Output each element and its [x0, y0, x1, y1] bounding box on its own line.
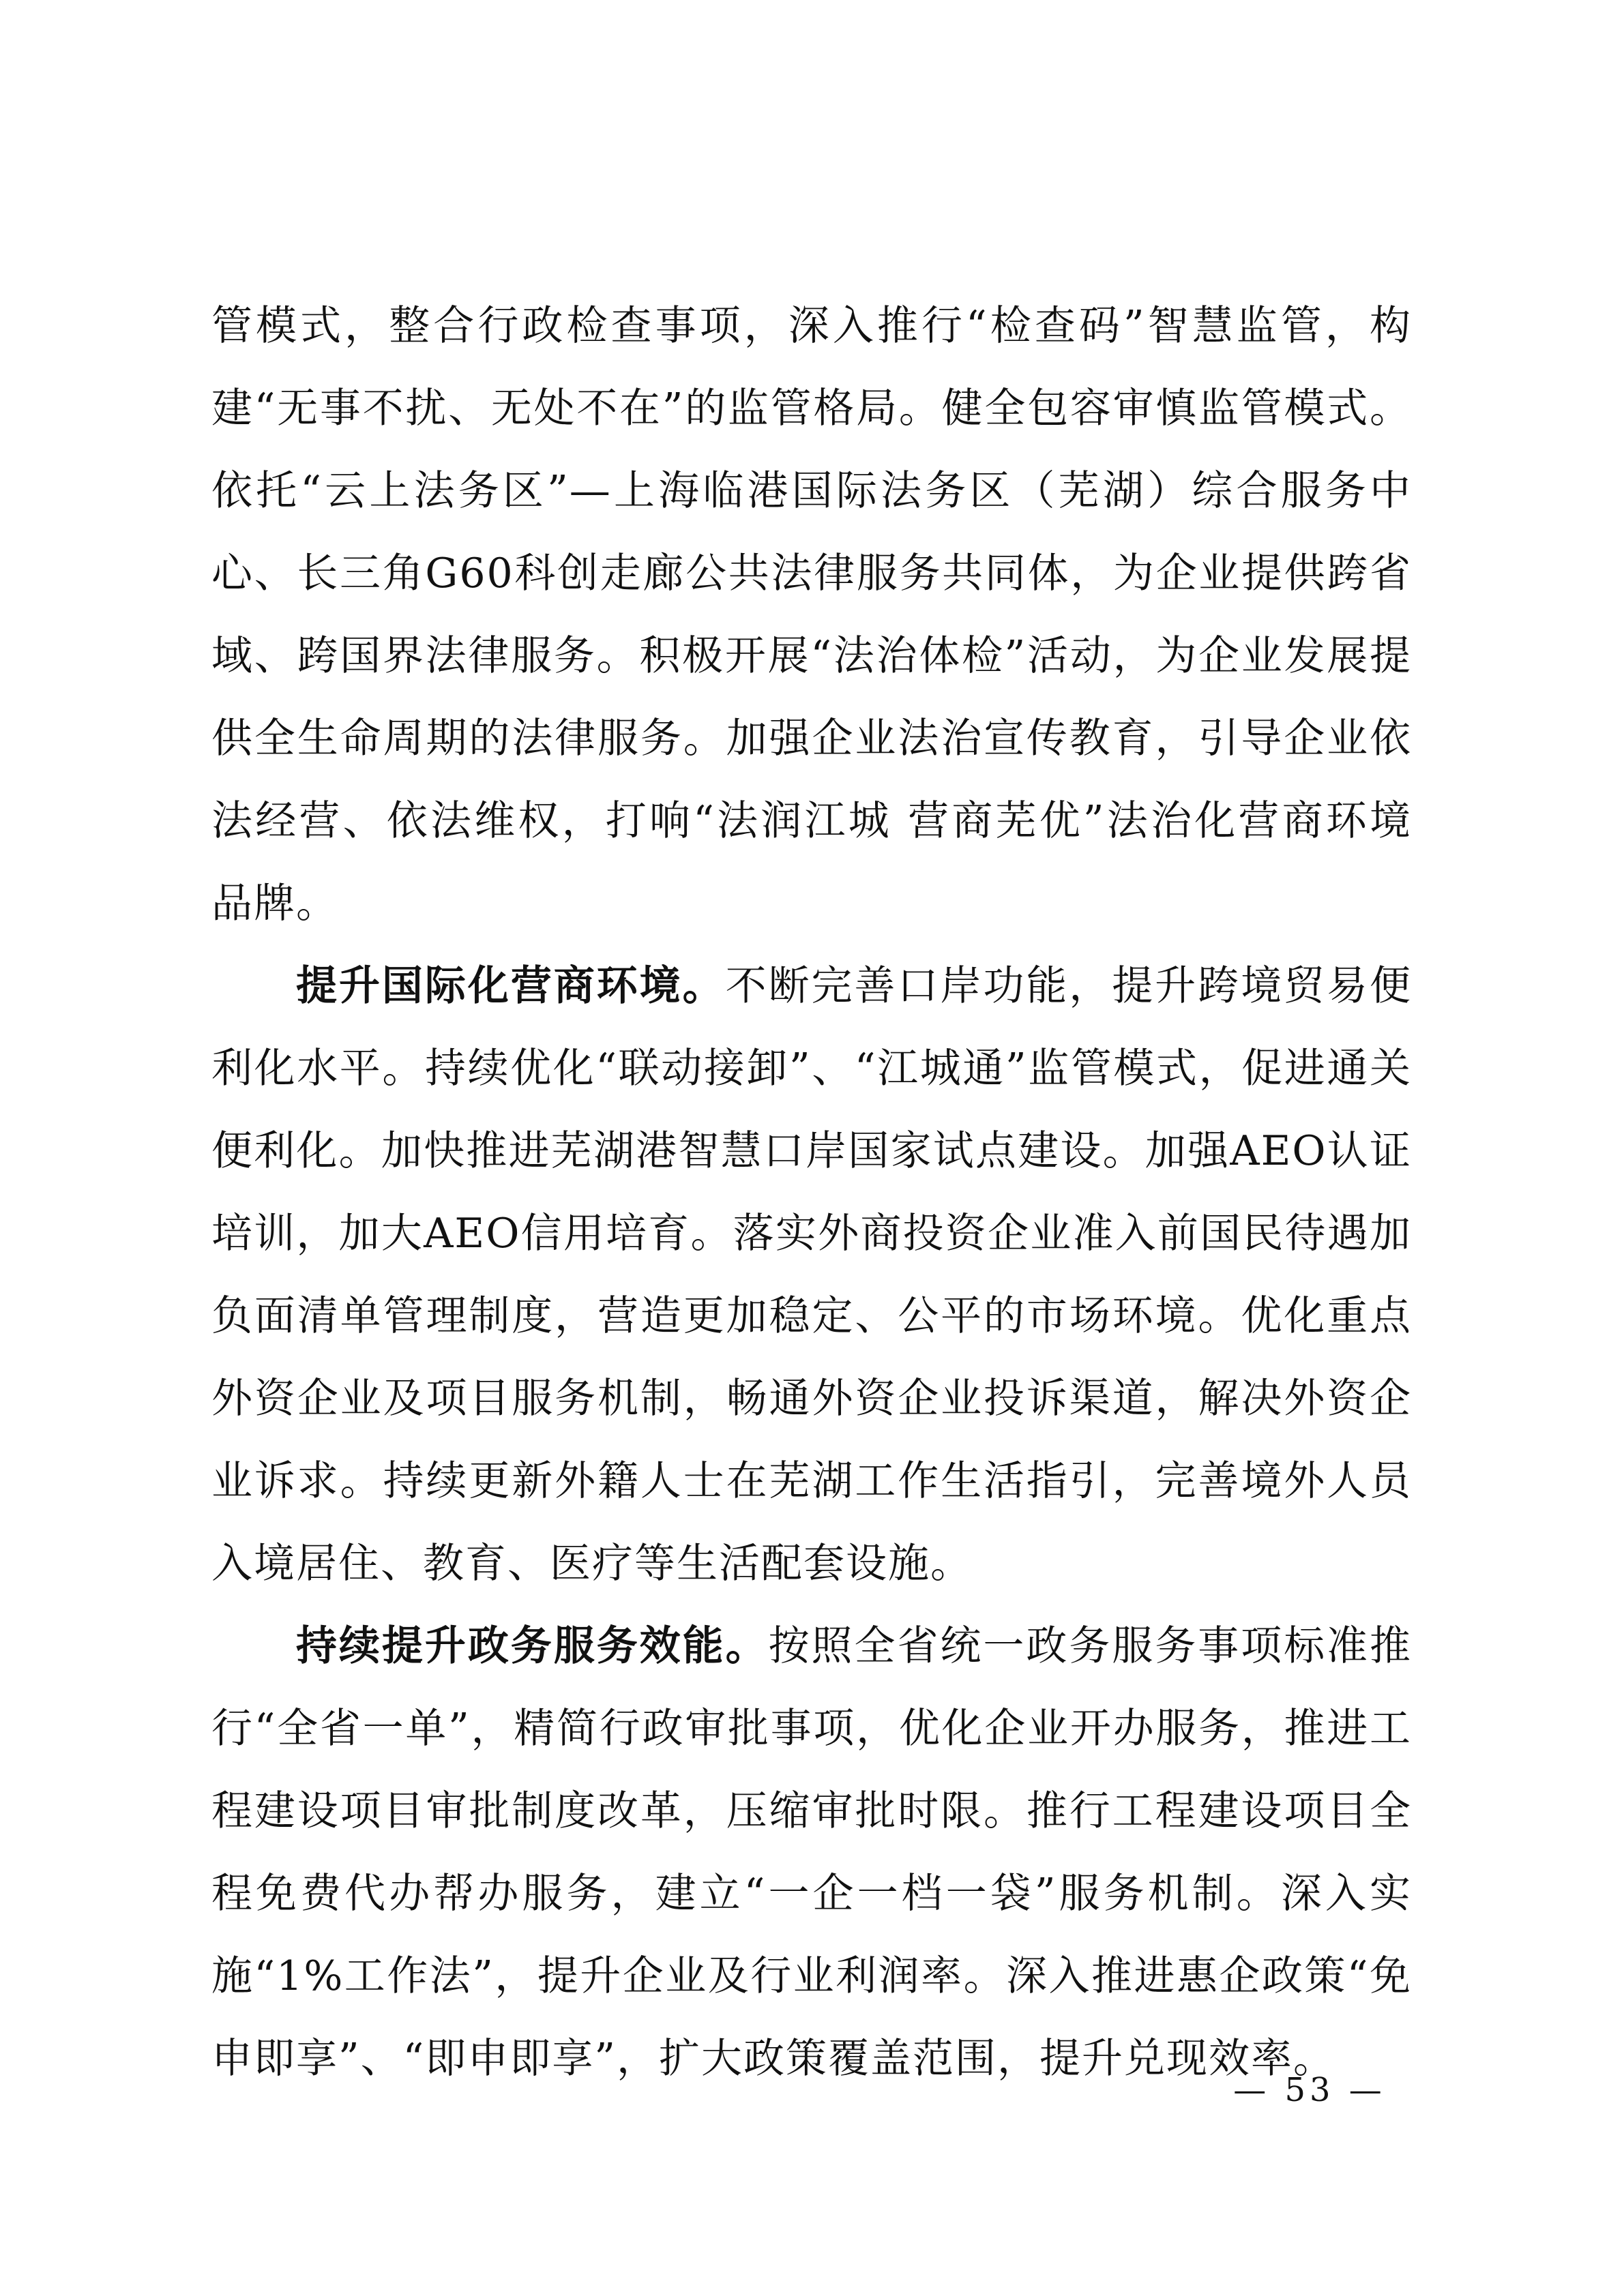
- document-body: [211, 285, 1412, 2100]
- paragraph-text: 不断完善口岸功能，提升跨境贸易便利化水平。持续优化“联动接卸”、“江城通”监管模式，促进通关便利化。加快推进芜湖港智慧口岸国家试点建设。加强AEO认证培训，加大AEO信用培育。落实外商投资企业准入前国民待遇加负面清单管理制度，营造更加稳定、公平的市场环境。优化重点外资企业及项目服务机制，畅通外资企业投诉渠道，解决外资企业诉求。持续更新外籍人士在芜湖工作生活指引，完善境外人员入境居住、教育、医疗等生活配套设施。: [211, 962, 1413, 1587]
- paragraph-government-service-efficiency: [211, 1605, 1412, 2100]
- paragraph-lead-heading: 提升国际化营商环境。: [296, 962, 726, 1010]
- paragraph-international-business-environment: [211, 945, 1412, 1605]
- paragraph-text: 按照全省统一政务服务事项标准推行“全省一单”，精简行政审批事项，优化企业开办服务，推进工程建设项目审批制度改革，压缩审批时限。推行工程建设项目全程免费代办帮办服务，建立“一企一档一袋”服务机制。深入实施“1%工作法”，提升企业及行业利润率。深入推进惠企政策“免申即享”、“即申即享”，扩大政策覆盖范围，提升兑现效率。: [211, 1622, 1413, 2083]
- paragraph-lead-heading: 持续提升政务服务效能。: [296, 1622, 769, 1670]
- page-number: — 53 —: [1233, 2071, 1386, 2109]
- paragraph-text: 管模式，整合行政检查事项，深入推行“检查码”智慧监管，构建“无事不扰、无处不在”的监管格局。健全包容审慎监管模式。依托“云上法务区”—上海临港国际法务区（芜湖）综合服务中心、长三角G60科创走廊公共法律服务共同体，为企业提供跨省域、跨国界法律服务。积极开展“法治体检”活动，为企业发展提供全生命周期的法律服务。加强企业法治宣传教育，引导企业依法经营、依法维权，打响“法润江城 营商芜优”法治化营商环境品牌。: [211, 302, 1412, 927]
- paragraph-continued: [211, 285, 1412, 945]
